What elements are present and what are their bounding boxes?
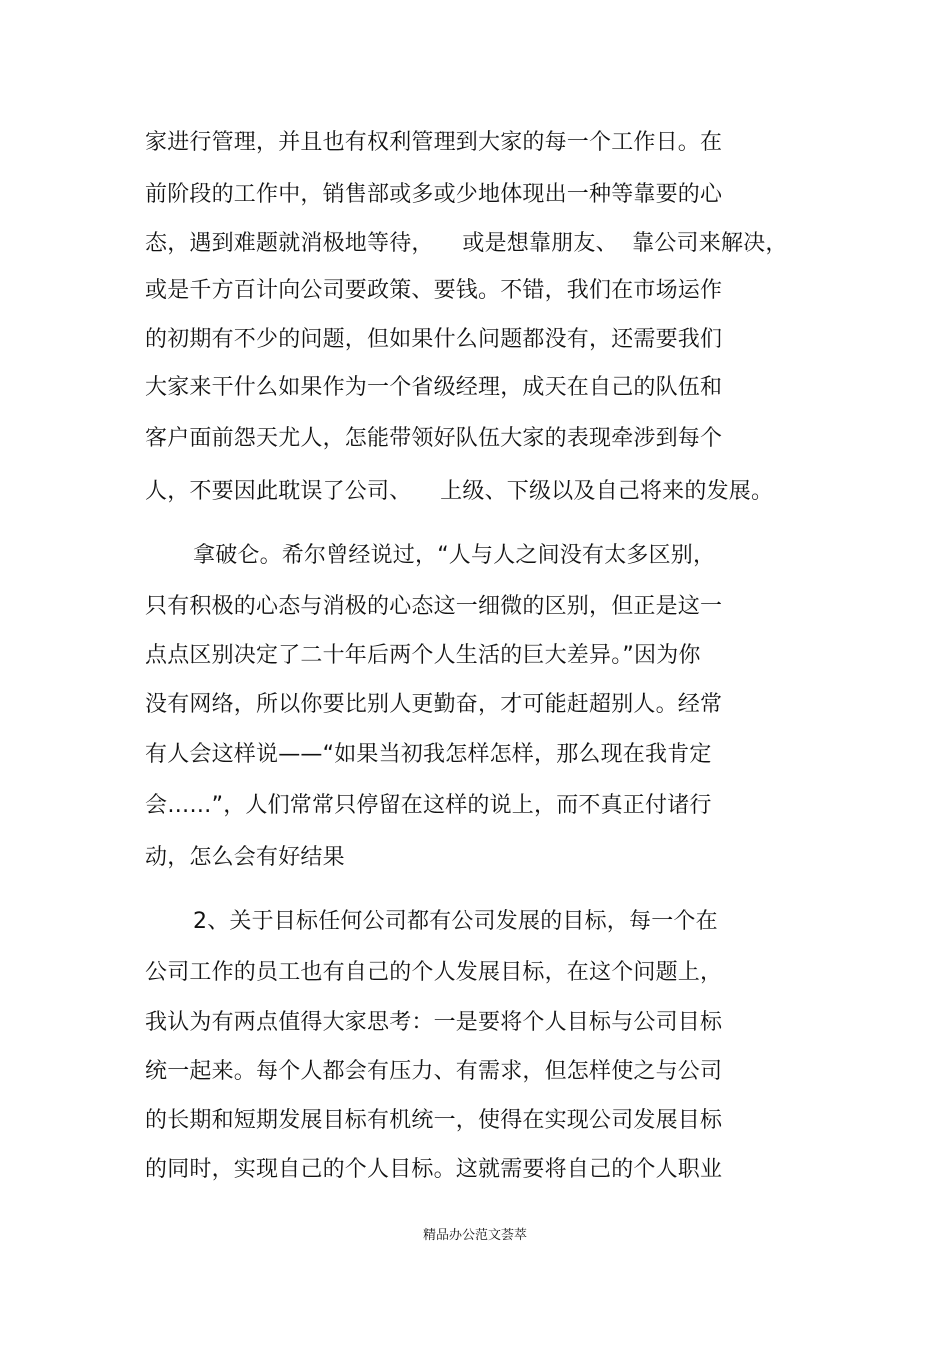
paragraph-1-line-7: 客户面前怨天尤人，怎能带领好队伍大家的表现牵涉到每个 bbox=[145, 426, 723, 451]
paragraph-2-line-3: 点点区别决定了二十年后两个人生活的巨大差异。”因为你 bbox=[145, 643, 701, 668]
paragraph-2-line-1: 拿破仑。希尔曾经说过，“人与人之间没有太多区别， bbox=[193, 543, 716, 568]
paragraph-3-line-5: 的长期和短期发展目标有机统一，使得在实现公司发展目标 bbox=[145, 1108, 723, 1133]
paragraph-1-line-6: 大家来干什么如果作为一个省级经理，成天在自己的队伍和 bbox=[145, 375, 723, 400]
paragraph-3-line-4: 统一起来。每个人都会有压力、有需求，但怎样使之与公司 bbox=[145, 1059, 723, 1084]
paragraph-1-line-4: 或是千方百计向公司要政策、要钱。不错，我们在市场运作 bbox=[145, 278, 723, 303]
paragraph-3-line-6: 的同时，实现自己的个人目标。这就需要将自己的个人职业 bbox=[145, 1157, 723, 1182]
paragraph-1-line-2: 前阶段的工作中，销售部或多或少地体现出一种等靠要的心 bbox=[145, 182, 723, 207]
paragraph-2-line-7: 动，怎么会有好结果 bbox=[145, 845, 345, 870]
paragraph-2-line-6: 会……”，人们常常只停留在这样的说上，而不真正付诸行 bbox=[145, 793, 712, 818]
paragraph-1-line-3: 态，遇到难题就消极地等待， 或是想靠朋友、 靠公司来解决， bbox=[145, 231, 788, 256]
paragraph-1-line-1: 家进行管理，并且也有权利管理到大家的每一个工作日。在 bbox=[145, 130, 723, 155]
paragraph-2-line-4: 没有网络，所以你要比别人更勤奋，才可能赶超别人。经常 bbox=[145, 692, 723, 717]
paragraph-3-line-1: 2、关于目标任何公司都有公司发展的目标，每一个在 bbox=[193, 909, 718, 934]
paragraph-1-line-5: 的初期有不少的问题，但如果什么问题都没有，还需要我们 bbox=[145, 327, 723, 352]
page-footer: 精品办公范文荟萃 bbox=[422, 1228, 527, 1243]
paragraph-3-line-3: 我认为有两点值得大家思考：一是要将个人目标与公司目标 bbox=[145, 1010, 723, 1035]
paragraph-3-line-2: 公司工作的员工也有自己的个人发展目标，在这个问题上， bbox=[145, 960, 723, 985]
paragraph-2-line-5: 有人会这样说——“如果当初我怎样怎样，那么现在我肯定 bbox=[145, 742, 712, 767]
paragraph-2-line-2: 只有积极的心态与消极的心态这一细微的区别，但正是这一 bbox=[145, 594, 723, 619]
paragraph-1-line-8: 人，不要因此耽误了公司、 上级、下级以及自己将来的发展。 bbox=[145, 479, 774, 504]
